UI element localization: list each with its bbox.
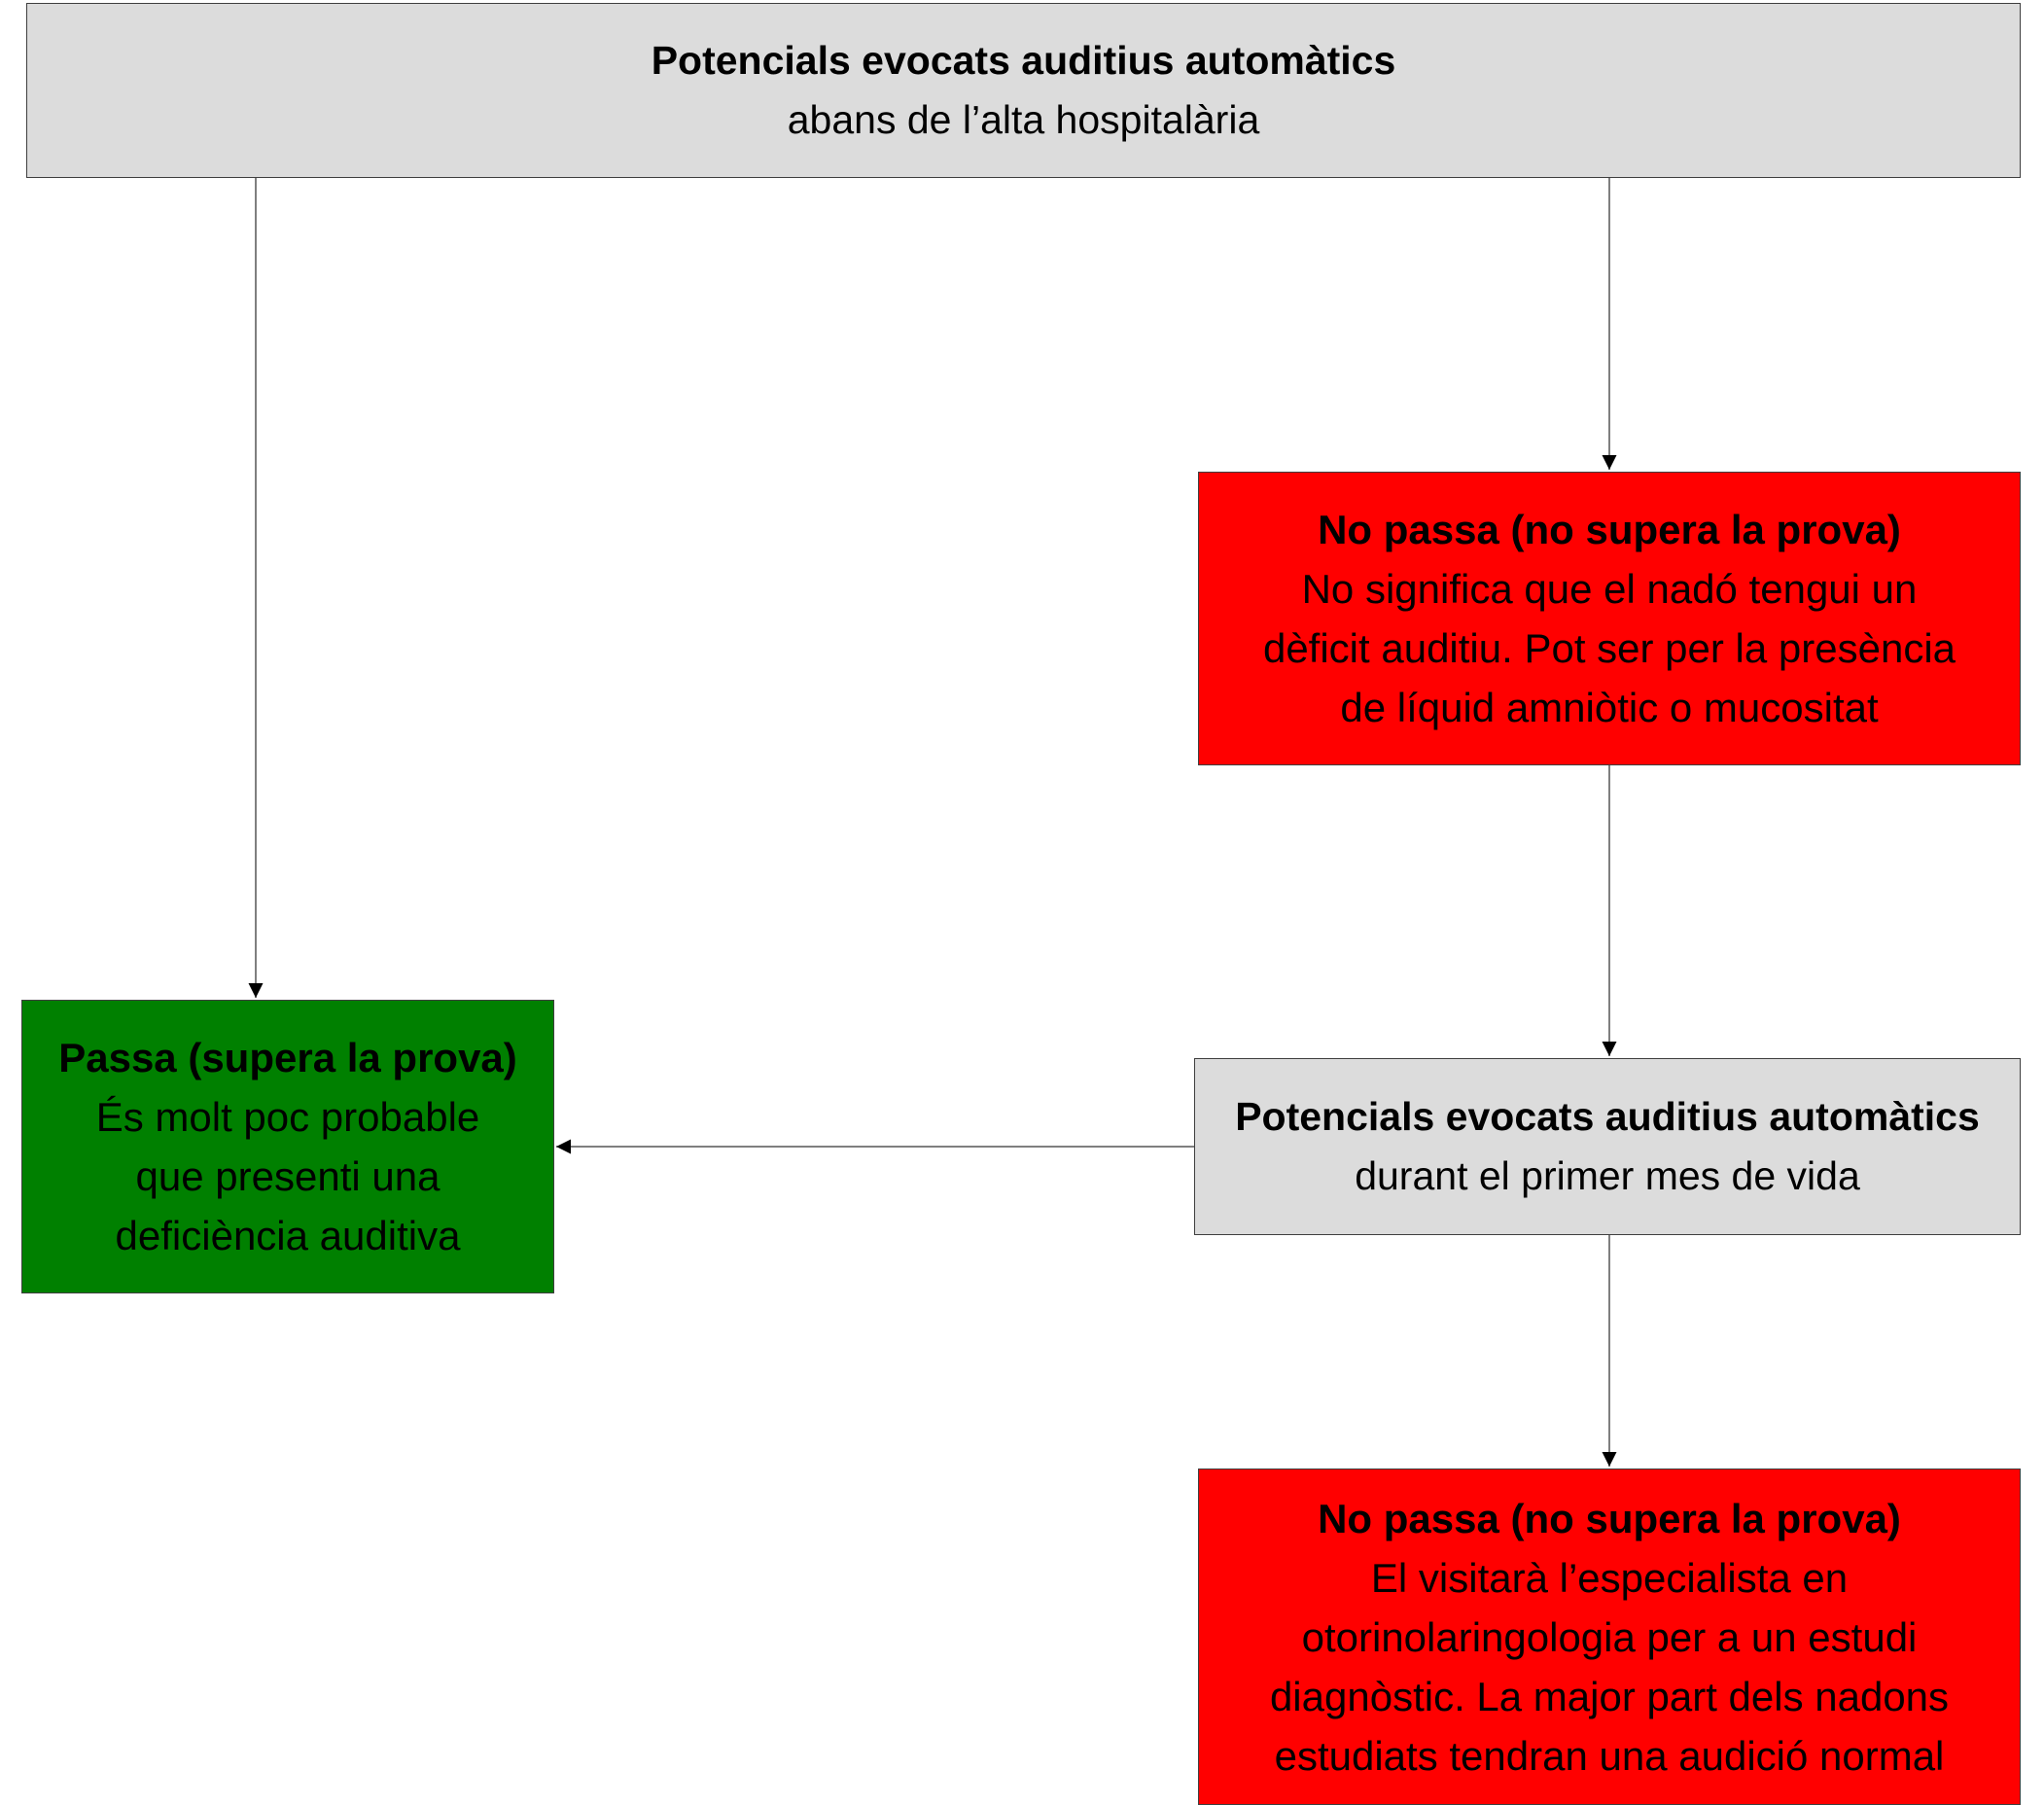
retest-title: Potencials evocats auditius automàtics	[1235, 1094, 1980, 1139]
first-fail-text-line: dèficit auditiu. Pot ser per la presència	[1262, 625, 1956, 671]
second-fail-text-line: otorinolaringologia per a un estudi	[1301, 1613, 1918, 1660]
first-fail-title: No passa (no supera la prova)	[1318, 507, 1901, 552]
pass-text-line: que presenti una	[135, 1153, 441, 1199]
retest-box	[1194, 1058, 2021, 1235]
retest-subtitle: durant el primer mes de vida	[1355, 1153, 1860, 1198]
second-fail-text-line: diagnòstic. La major part dels nadons	[1269, 1673, 1950, 1719]
pass-text-line: deficiència auditiva	[115, 1213, 461, 1258]
second-fail-title: No passa (no supera la prova)	[1318, 1495, 1901, 1541]
second-fail-text-line: El visitarà l’especialista en	[1370, 1554, 1849, 1601]
pass-box	[21, 1000, 554, 1293]
pass-title: Passa (supera la prova)	[58, 1035, 517, 1080]
second-fail-box	[1198, 1469, 2021, 1805]
initial-screening-title: Potencials evocats auditius automàtics	[651, 38, 1396, 83]
first-fail-box	[1198, 472, 2021, 765]
second-fail-text-line: estudiats tendran una audició normal	[1274, 1732, 1945, 1779]
initial-screening-subtitle: abans de l’alta hospitalària	[787, 97, 1260, 142]
pass-text-line: És molt poc probable	[95, 1094, 480, 1140]
first-fail-text-line: de líquid amniòtic o mucositat	[1340, 685, 1879, 730]
initial-screening-box	[26, 3, 2021, 178]
first-fail-text-line: No significa que el nadó tengui un	[1301, 566, 1918, 612]
